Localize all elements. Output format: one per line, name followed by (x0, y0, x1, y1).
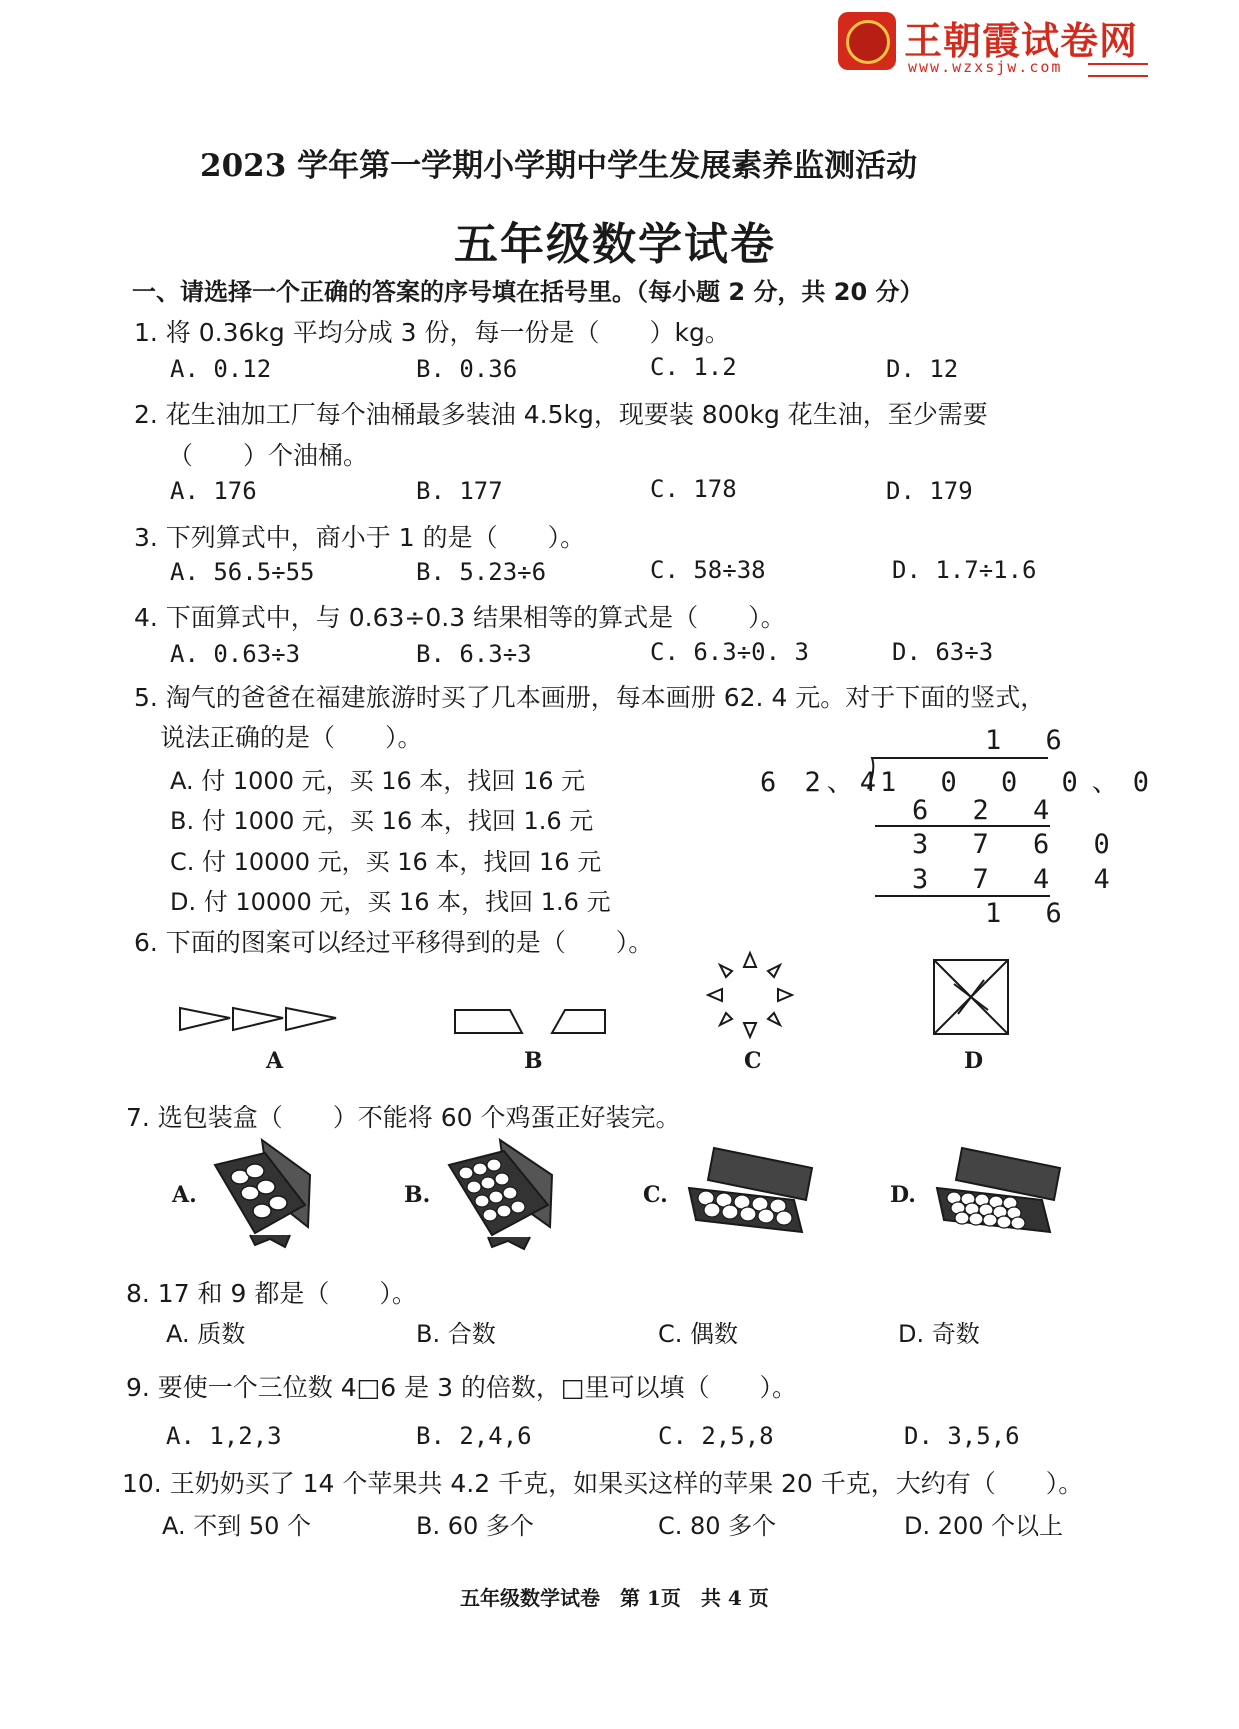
division-step-2: 3 7 6 0 (912, 829, 1124, 860)
question-9-option-a: A. 1,2,3 (166, 1422, 282, 1450)
figure-6d-pinwheel-square (932, 958, 1012, 1038)
question-9-option-d: D. 3,5,6 (904, 1422, 1020, 1450)
section-heading: 一、请选择一个正确的答案的序号填在括号里。（每小题 2 分，共 20 分） (132, 278, 924, 306)
question-8-option-c: C. 偶数 (658, 1320, 739, 1348)
question-1-option-b: B. 0.36 (416, 355, 518, 383)
egg-box-b-label: B. (404, 1182, 431, 1208)
question-3-stem: 3. 下列算式中，商小于 1 的是（ ）。 (134, 523, 586, 552)
question-2-option-a: A. 176 (170, 477, 257, 505)
question-4-option-b: B. 6.3÷3 (416, 640, 532, 668)
egg-box-d-label: D. (890, 1182, 916, 1208)
figure-6c-sun-pattern (700, 945, 800, 1045)
figure-6b-label: B (524, 1048, 543, 1074)
question-2-stem: 2. 花生油加工厂每个油桶最多装油 4.5kg，现要装 800kg 花生油，至少需要 (134, 400, 988, 429)
exam-subtitle: 五年级数学试卷 (454, 219, 776, 270)
question-3-option-c: C. 58÷38 (650, 556, 766, 584)
figure-6b-trapezoids (450, 1005, 620, 1045)
egg-box-a-six-icon (210, 1135, 320, 1255)
question-9-option-c: C. 2,5,8 (658, 1422, 774, 1450)
question-5-stem-continued: 说法正确的是（ ）。 (160, 723, 423, 752)
division-step-3: 3 7 4 4 (912, 864, 1124, 895)
egg-box-c-label: C. (643, 1182, 668, 1208)
question-4-option-a: A. 0.63÷3 (170, 640, 301, 668)
brand-url: www.wzxsjw.com (908, 58, 1063, 76)
egg-box-a-label: A. (172, 1182, 197, 1208)
question-7-stem: 7. 选包装盒（ ）不能将 60 个鸡蛋正好装完。 (126, 1103, 681, 1132)
question-5-option-d: D. 付 10000 元，买 16 本，找回 1.6 元 (170, 888, 611, 916)
exam-title: 2023 学年第一学期小学期中学生发展素养监测活动 (200, 148, 918, 184)
question-8-option-a: A. 质数 (166, 1320, 246, 1348)
question-10-stem: 10. 王奶奶买了 14 个苹果共 4.2 千克，如果买这样的苹果 20 千克，大约有（ ）。 (122, 1469, 1084, 1498)
question-2-stem-continued: （ ）个油桶。 (168, 441, 369, 470)
question-9-option-b: B. 2,4,6 (416, 1422, 532, 1450)
question-10-option-b: B. 60 多个 (416, 1512, 534, 1540)
division-remainder: 1 6 (985, 898, 1076, 929)
division-step-1: 6 2 4 (912, 795, 1064, 826)
question-6-stem: 6. 下面的图案可以经过平移得到的是（ ）。 (134, 928, 654, 957)
question-5-stem: 5. 淘气的爸爸在福建旅游时买了几本画册，每本画册 62. 4 元。对于下面的竖式， (134, 683, 1046, 712)
question-1-option-c: C. 1.2 (650, 353, 737, 381)
question-5-option-c: C. 付 10000 元，买 16 本，找回 16 元 (170, 848, 602, 876)
figure-6a-triangles (175, 1000, 355, 1050)
question-8-stem: 8. 17 和 9 都是（ ）。 (126, 1279, 417, 1308)
figure-6c-label: C (744, 1048, 762, 1074)
question-10-option-d: D. 200 个以上 (904, 1512, 1064, 1540)
question-3-option-b: B. 5.23÷6 (416, 558, 547, 586)
division-quotient: 1 6 (985, 725, 1076, 756)
figure-6a-label: A (266, 1048, 284, 1074)
question-10-option-c: C. 80 多个 (658, 1512, 777, 1540)
question-9-stem: 9. 要使一个三位数 4□6 是 3 的倍数，□里可以填（ ）。 (126, 1373, 798, 1402)
question-3-option-d: D. 1.7÷1.6 (892, 556, 1037, 584)
division-divisor: 6 2、4 (760, 767, 883, 798)
question-8-option-b: B. 合数 (416, 1320, 496, 1348)
question-5-option-a: A. 付 1000 元，买 16 本，找回 16 元 (170, 767, 586, 795)
question-10-option-a: A. 不到 50 个 (162, 1512, 312, 1540)
question-4-stem: 4. 下面算式中，与 0.63÷0.3 结果相等的算式是（ ）。 (134, 603, 786, 632)
question-4-option-c: C. 6.3÷0. 3 (650, 638, 809, 666)
question-5-option-b: B. 付 1000 元，买 16 本，找回 1.6 元 (170, 807, 594, 835)
question-1-option-a: A. 0.12 (170, 355, 272, 383)
figure-6d-label: D (964, 1048, 984, 1074)
question-3-option-a: A. 56.5÷55 (170, 558, 315, 586)
question-8-option-d: D. 奇数 (898, 1320, 980, 1348)
question-2-option-b: B. 177 (416, 477, 503, 505)
question-2-option-d: D. 179 (886, 477, 973, 505)
division-dividend: 1 0 0 0、0 (880, 767, 1164, 798)
egg-box-d-fifteen-icon (932, 1140, 1072, 1240)
question-1-option-d: D. 12 (886, 355, 959, 383)
question-4-option-d: D. 63÷3 (892, 638, 994, 666)
page-footer: 五年级数学试卷 第 1页 共 4 页 (460, 1586, 769, 1610)
question-2-option-c: C. 178 (650, 475, 737, 503)
egg-box-b-twelve-icon (444, 1135, 564, 1255)
question-1-stem: 1. 将 0.36kg 平均分成 3 份，每一份是（ ）kg。 (134, 318, 730, 347)
egg-box-c-ten-icon (684, 1140, 824, 1240)
brand-name: 王朝霞试卷网 (904, 19, 1139, 63)
